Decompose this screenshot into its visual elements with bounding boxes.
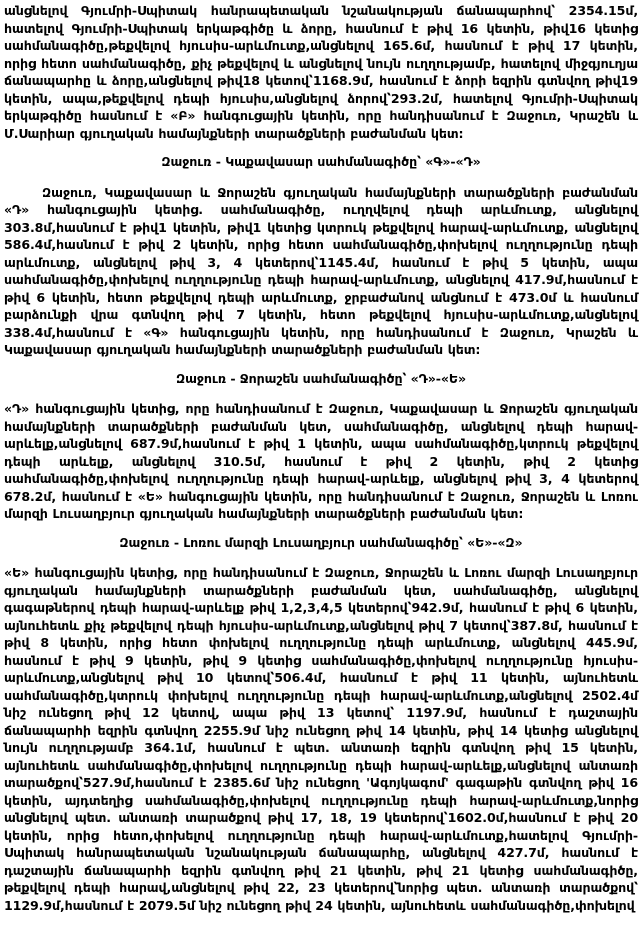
paragraph-boundary-g-d: Զաջուռ, Կաքավասար և Ջորաշեն գյուղական համայնքների տարածքների բաժանման «Դ» հանգուցային կետից. սահմանագիծը, ուղղվելով դեպի արևմուտք, անցնելով 303.8մ,հասնում է թիվ1 կետին, թիվ1 կետից կտրուկ թեքվելով հարավ-արևմուտք, անցնելով 586.4մ,հասնում է թիվ 2 կետին, որից հետո սահմանագիծը,փոխելով ուղղությունը դեպի արևմուտք, անցնելով թիվ 3, 4 կետերով՝1145.4մ, հասնում է թիվ 5 կետին, ապա սահմանագիծը,փոխելով ուղղությունը դեպի հարավ-արևմուտք, անցնելով 417.9մ,հասնում է թիվ 6 կետին, հետո թեքվելով դեպի արևմուտք, ջրբաժանով անցնում է 473.0մ և հասնում բարձունքի վրա գտնվող թիվ 7 կետին, հետո թեքվելով հյուսիս-արևմուտք,անցնելով 338.4մ,հասնում է «Գ» հանգուցային կետին, որը հանդիսանում է Զաջուռ, Կրաշեն և Կաքավասար գյուղական համայնքների տարածքների բաժանման կետ: (4, 184, 638, 357)
section-heading-zajur-lusaghbyur: Զաջուռ - Լոռու մարզի Լուսաղբյուր սահմանագիծը՝ «Ե»-«Զ» (119, 534, 523, 550)
paragraph-boundary-d-e: «Դ» հանգուցային կետից, որը հանդիսանում է Զաջուռ, Կաքավասար և Ջորաշեն գյուղական համայնքների տարածքների բաժանման կետ, սահմանագիծը, անցնելով դեպի հարավ-արևելք,անցնելով 687.9մ,հասնում է թիվ 1 կետին, ապա սահմանագիծը,կտրուկ թեքվելով դեպի արևելք, անցնելով 310.5մ, հասնում է թիվ 2 կետին, թիվ 2 կետից սահմանագիծը,փոխելով ուղղությունը դեպի հարավ-արևելք, անցնելով թիվ 3, 4 կետերով 678.2մ, հասնում է «Ե» հանգուցային կետին, որը հանդիսանում է Զաջուռ, Ջորաշեն և Լոռու մարզի Լուսաղբյուր գյուղական համայնքների տարածքների բաժանման կետ: (4, 401, 638, 521)
section-heading-zajur-kakavasar: Զաջուռ - Կաքավասար սահմանագիծը՝ «Գ»-«Դ» (161, 154, 481, 169)
paragraph-boundary-e-z: «Ե» հանգուցային կետից, որը հանդիսանում է Զաջուռ, Ջորաշեն և Լոռու մարզի Լուսաղբյուր գյուղական համայնքների տարածքների բաժանման կետ, սահմանագիծը, անցնելով գագաթներով դեպի հարավ-արևելք թիվ 1,2,3,4,5 կետերով՝942.9մ, հասնում է թիվ 6 կետին, այնուհետև քիչ թեքվելով դեպի հյուսիս-արևմուտք,անցնելով թիվ 7 կետով՝387.8մ, հասնում է թիվ 8 կետին, որից հետո փոխելով ուղղությունը դեպի արևմուտք, անցնելով 445.9մ, հասնում է թիվ 9 կետին, թիվ 9 կետից սահմանագիծը,փոխելով ուղղությունը հյուսիս-արևմուտք,անցնելով թիվ 10 կետով՝506.4մ, հասնում է թիվ 11 կետին, այնուհետև սահմանագիծը,կտրուկ փոխելով ուղղությունը դեպի հարավ-արևմուտք,անցնելով 2502.4մ նիշ ունեցող թիվ 12 կետով, ապա թիվ 13 կետով՝ 1197.9մ, հասնում է դաշտային ճանապարհի եզրին գտնվող 2255.9մ նիշ ունեցող թիվ 14 կետին, թիվ 14 կետից անցնելով նույն ուղղությամբ 364.1մ, հասնում է պետ. անտառի եզրին գտնվող թիվ 15 կետին, այնուհետև սահմանագիծը,փոխելով ուղղությունը դեպի հարավ-արևելք,անցնելով անտառի տարածքով՝527.9մ,հասնում է 2385.6մ նիշ ունեցող 'Ագոյկագոմ' գագաթին գտնվող թիվ 16 կետին, այդտեղից սահմանագիծը,փոխելով ուղղությունը դեպի հարավ-արևմուտք,նորից անցնելով պետ. անտառի տարածքով թիվ 17, 18, 19 կետերով՝1602.0մ,հասնում է թիվ 20 կետին, որից հետո,փոխելով ուղղությունը դեպի հարավ-արևմուտք,հատելով Գյումրի-Սպիտակ հանրապետական նշանակության ճանապարհը, անցնելով 427.7մ, հասնում է դաշտային ճանապարհի եզրին գտնվող թիվ 21 կետին, թիվ 21 կետից սահմանագիծը, թեքվելով դեպի հարավ,անցնելով թիվ 22, 23 կետերով՝նորից պետ. անտառի տարածքով՝ 1129.9մ,հասնում է 2079.5մ նիշ ունեցող թիվ 24 կետին, այնուհետև սահմանագիծը,փոխելով (4, 565, 638, 913)
paragraph-boundary-continuation: անցնելով Գյումրի-Սպիտակ հանրապետական նշանակության ճանապարհով՝ 2354.15մ, հատելով Գյումրի-Սպիտակ երկաթգիծը և ձորը, հասնում է թիվ 16 կետին, թիվ16 կետից սահմանագիծը,թեքվելով հյուսիս-արևմուտք,անցնելով 165.6մ, հասնում է թիվ 17 կետին, որից հետո սահմանագիծը, քիչ թեքվելով և անցնելով նույն ուղղությամբ, հատելով միջգյուղյա ճանապարհը և ձորը,անցնելով թիվ18 կետով՝1168.9մ, հասնում է ձորի եզրին գտնվող թիվ19 կետին, ապա,թեքվելով դեպի հյուսիս,անցնելով ձորով՝293.2մ, հատելով Գյումրի-Սպիտակ երկաթգիծը հասնում է «Բ» հանգուցային կետին, որը հանդիսանում է Զաջուռ, Կրաշեն և Մ.Սարիար գյուղական համայնքների տարածքների բաժանման կետ: (4, 3, 638, 141)
section-heading-zajur-jorashen: Զաջուռ - Ջորաշեն սահմանագիծը՝ «Դ»-«Ե» (175, 370, 467, 386)
